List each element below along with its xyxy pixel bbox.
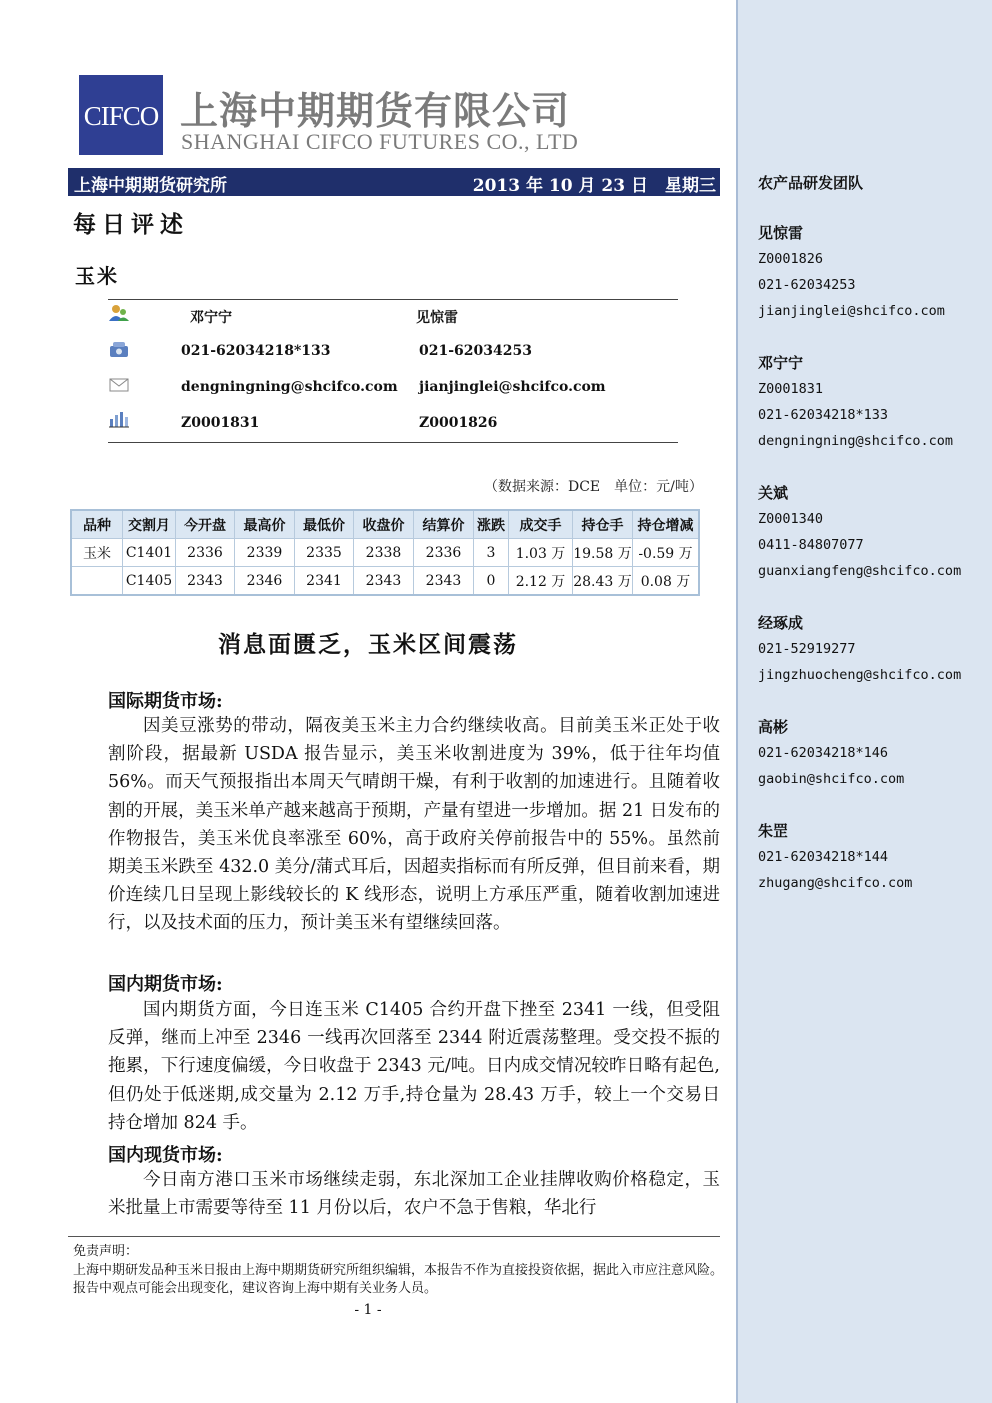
contact-name: 邓宁宁 [190, 310, 232, 326]
disclaimer-label: 免责声明： [73, 1244, 139, 1259]
chart-icon [108, 410, 130, 428]
sidebar-person [758, 480, 988, 584]
table-cell [71, 567, 123, 596]
contact-email[interactable]: jianjinglei@shcifco.com [419, 379, 606, 395]
table-cell: 2336 [414, 539, 474, 567]
person-phone: 0411-84807077 [758, 537, 864, 553]
table-cell: -0.59 万 [633, 539, 700, 567]
col-header: 持仓增减 [633, 510, 700, 539]
table-cell: 2346 [235, 567, 295, 596]
person-phone: 021-62034218*146 [758, 745, 889, 761]
contact-id: Z0001826 [419, 415, 498, 431]
section-heading: 国内现货市场: [108, 1145, 223, 1166]
person-email[interactable]: dengningning@shcifco.com [758, 433, 954, 449]
data-source-note: （数据来源：DCE 单位：元/吨） [484, 479, 703, 495]
table-cell: 2341 [295, 567, 354, 596]
person-id: Z0001831 [758, 381, 824, 397]
divider [108, 299, 678, 300]
col-header: 最低价 [295, 510, 354, 539]
report-date: 2013 年 10 月 23 日 星期三 [472, 176, 716, 196]
sidebar-person [758, 350, 988, 454]
table-cell: C1401 [123, 539, 176, 567]
table-cell: 1.03 万 [509, 539, 573, 567]
user-icon [108, 304, 130, 322]
col-header: 收盘价 [354, 510, 414, 539]
person-email[interactable]: jianjinglei@shcifco.com [758, 303, 945, 319]
contact-phone: 021-62034253 [419, 343, 532, 359]
table-cell: 2339 [235, 539, 295, 567]
table-cell: 2336 [176, 539, 235, 567]
sidebar-person [758, 220, 988, 324]
person-email[interactable]: zhugang@shcifco.com [758, 875, 913, 891]
person-name: 高彬 [758, 718, 789, 736]
contact-name: 见惊雷 [416, 310, 458, 326]
table-cell: 2338 [354, 539, 414, 567]
person-email[interactable]: guanxiangfeng@shcifco.com [758, 563, 962, 579]
table-cell: C1405 [123, 567, 176, 596]
table-row [71, 567, 699, 596]
table-cell: 2343 [354, 567, 414, 596]
mail-icon [108, 376, 130, 394]
col-header: 持仓手 [573, 510, 633, 539]
report-type: 每日评述 [73, 211, 189, 238]
commodity-name: 玉米 [75, 264, 119, 288]
disclaimer-text: 上海中期研发品种玉米日报由上海中期期货研究所组织编辑，本报告不作为直接投资依据，据此入市应注意风险。报告中观点可能会出现变化，建议咨询上海中期有关业务人员。 [73, 1263, 724, 1296]
divider [108, 442, 678, 443]
logo-box-text: CIFCO [83, 101, 159, 131]
person-name: 经琢成 [758, 614, 804, 632]
table-cell: 0.08 万 [633, 567, 700, 596]
person-phone: 021-52919277 [758, 641, 856, 657]
section-heading: 国际期货市场: [108, 691, 223, 712]
section-heading: 国内期货市场: [108, 974, 223, 995]
person-name: 朱罡 [758, 822, 789, 840]
person-id: Z0001340 [758, 511, 824, 527]
institute-name: 上海中期期货研究所 [74, 176, 227, 196]
sidebar-person [758, 610, 988, 688]
page-number: - 1 - [354, 1302, 382, 1318]
table-cell: 2343 [414, 567, 474, 596]
section-paragraph: 因美豆涨势的带动，隔夜美玉米主力合约继续收高。目前美玉米正处于收割阶段，据最新 USDA 报告显示，美玉米收割进度为 39%，低于往年均值 56%。而天气预报指出本周天气晴朗干燥，有利于收割的加速进行。且随着收割的开展，美玉米单产越来越高于预期，产量有望进一步增加。据 21 日发布的作物报告，美玉米优良率涨至 60%，高于政府关停前报告中的 55%。虽然前期美玉米跌至 432.0 美分/蒲式耳后，因超卖指标而有所反弹，但目前来看，期价连续几日呈现上影线较长的 K 线形态，说明上方承压严重，随着收割加速进行，以及技术面的压力，预计美玉米有望继续回落。 [108, 716, 720, 934]
table-header-row [71, 510, 699, 539]
header-bar [68, 168, 720, 196]
section-paragraph: 国内期货方面，今日连玉米 C1405 合约开盘下挫至 2341 一线，但受阻反弹，继而上冲至 2346 一线再次回落至 2344 附近震荡整理。受交投不振的拖累，下行速度偏缓，今日收盘于 2343 元/吨。日内成交情况较昨日略有起色,但仍处于低迷期,成交量为 2.12 万手,持仓量为 28.43 万手，较上一个交易日持仓增加 824 手。 [108, 1000, 720, 1133]
person-id: Z0001826 [758, 251, 824, 267]
table-cell: 0 [474, 567, 509, 596]
table-cell: 28.43 万 [573, 567, 633, 596]
table-cell: 玉米 [71, 539, 123, 567]
col-header: 品种 [71, 510, 123, 539]
col-header: 成交手 [509, 510, 573, 539]
sidebar-person [758, 714, 988, 792]
contact-phone: 021-62034218*133 [181, 343, 331, 359]
market-table [70, 509, 700, 596]
col-header: 结算价 [414, 510, 474, 539]
col-header: 涨跌 [474, 510, 509, 539]
contact-id: Z0001831 [181, 415, 260, 431]
table-cell: 2335 [295, 539, 354, 567]
sidebar-person [758, 818, 988, 896]
table-cell: 3 [474, 539, 509, 567]
col-header: 今开盘 [176, 510, 235, 539]
sidebar-title: 农产品研发团队 [758, 174, 864, 192]
person-email[interactable]: jingzhuocheng@shcifco.com [758, 667, 962, 683]
person-phone: 021-62034218*133 [758, 407, 889, 423]
company-name-cn: 上海中期期货有限公司 [180, 89, 571, 133]
person-phone: 021-62034218*144 [758, 849, 889, 865]
article-title: 消息面匮乏，玉米区间震荡 [218, 631, 518, 658]
table-cell: 2343 [176, 567, 235, 596]
section-paragraph: 今日南方港口玉米市场继续走弱，东北深加工企业挂牌收购价格稳定，玉米批量上市需要等待至 11 月份以后，农户不急于售粮，华北行 [108, 1170, 720, 1219]
table-cell: 19.58 万 [573, 539, 633, 567]
person-email[interactable]: gaobin@shcifco.com [758, 771, 905, 787]
col-header: 交割月 [123, 510, 176, 539]
footer-divider [68, 1236, 720, 1237]
table-row [71, 539, 699, 567]
contact-email[interactable]: dengningning@shcifco.com [181, 379, 398, 395]
person-phone: 021-62034253 [758, 277, 856, 293]
col-header: 最高价 [235, 510, 295, 539]
cifco-logo [79, 75, 163, 155]
person-name: 关斌 [758, 484, 789, 502]
table-cell: 2.12 万 [509, 567, 573, 596]
company-name-en: SHANGHAI CIFCO FUTURES CO., LTD [181, 129, 579, 154]
person-name: 见惊雷 [758, 224, 804, 242]
sidebar-panel [736, 0, 992, 1403]
person-name: 邓宁宁 [758, 354, 804, 372]
phone-icon [108, 340, 130, 358]
